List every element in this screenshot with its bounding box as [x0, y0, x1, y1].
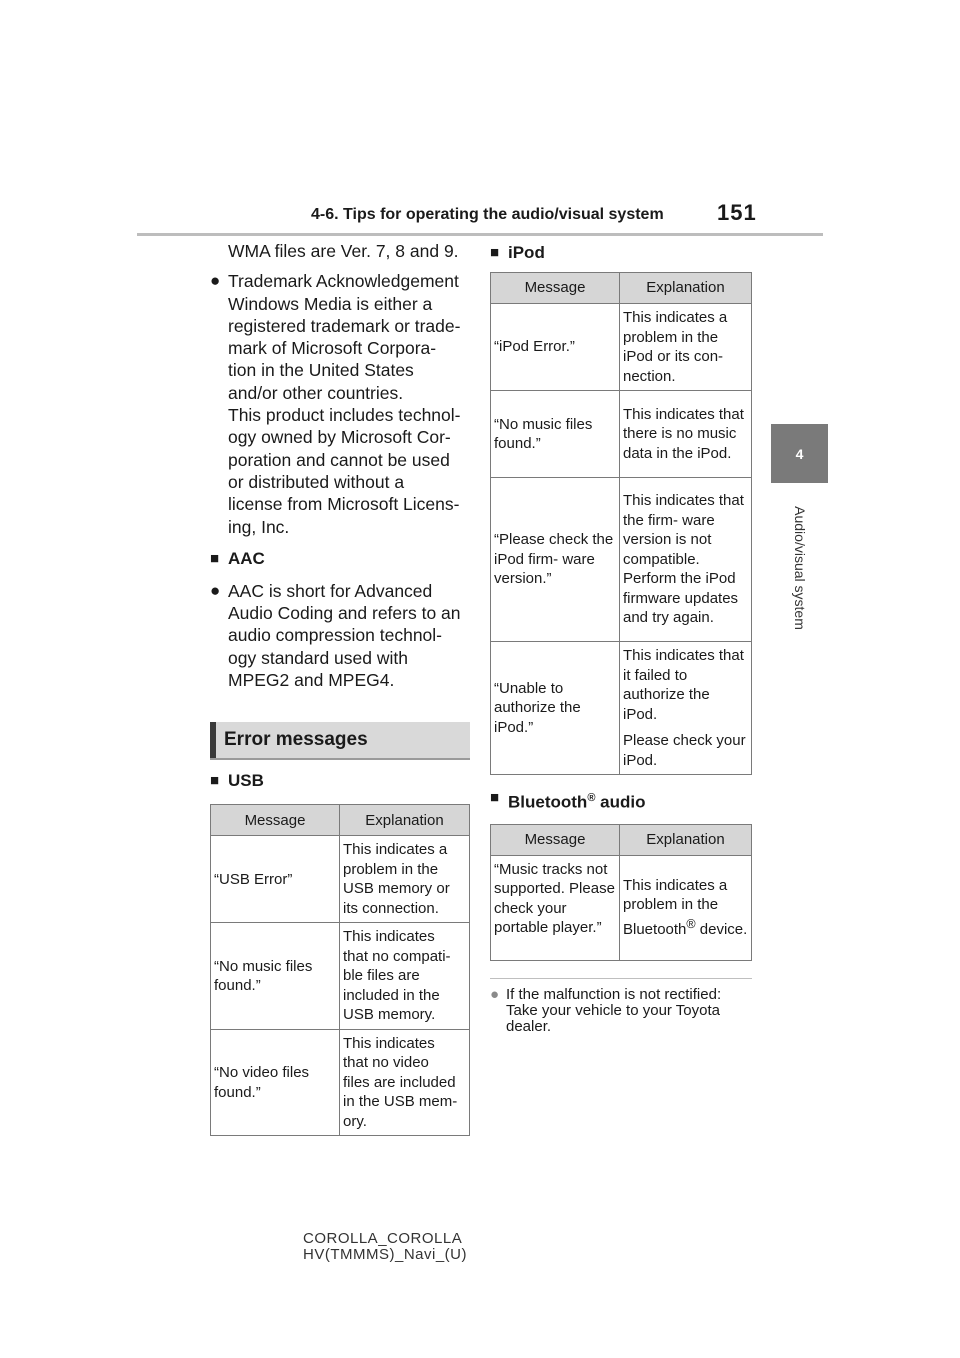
trademark-line: ing, Inc. — [228, 516, 290, 537]
note-divider — [490, 978, 752, 979]
usb-heading-text: USB — [228, 771, 264, 791]
explanation-line: USB memory or — [343, 880, 450, 898]
table-row — [211, 1029, 470, 1136]
explanation-cell: This indicates that the firm- ware version is not compatible. Perform the iPod firmware updates and try again. — [620, 478, 752, 642]
column-header-message: Message — [491, 824, 620, 855]
table-header-row — [491, 824, 752, 855]
explanation-line: This indicates — [343, 1034, 435, 1052]
table-row — [491, 478, 752, 642]
footer-line: COROLLA_COROLLA — [303, 1230, 463, 1247]
chapter-number: 4 — [795, 445, 804, 462]
aac-line: ogy standard used with — [228, 647, 408, 668]
message-cell: “Unable to authorize the iPod.” — [491, 642, 620, 775]
trademark-line: tion in the United States — [228, 360, 414, 381]
message-cell: “USB Error” — [211, 836, 340, 923]
trademark-line: license from Microsoft Licens- — [228, 494, 460, 515]
trademark-line: or distributed without a — [228, 471, 405, 492]
table-row — [491, 855, 752, 960]
table-row — [211, 923, 470, 1030]
explanation-text-end: device. — [695, 920, 748, 938]
chapter-label-text: Audio/visual system — [792, 505, 808, 630]
usb-heading — [210, 770, 470, 792]
trademark-line: mark of Microsoft Corpora- — [228, 338, 437, 359]
note-bullet-icon: ● — [490, 985, 500, 1003]
message-cell: “No video files found.” — [211, 1029, 340, 1136]
trademark-line: This product includes technol- — [228, 405, 461, 426]
message-cell: “Please check the iPod firm- ware version.” — [491, 478, 620, 642]
explanation-cell — [620, 642, 752, 775]
explanation-text: This indicates a problem in the Bluetooth — [623, 876, 728, 938]
chapter-label — [780, 490, 820, 645]
table-row — [211, 836, 470, 923]
explanation-line: USB memory. — [343, 1006, 436, 1024]
trademark-line: registered trademark or trade- — [228, 315, 461, 336]
column-header-message: Message — [491, 273, 620, 304]
page-number: 151 — [717, 200, 757, 225]
header-rule — [137, 233, 823, 236]
chapter-tab — [771, 424, 828, 483]
footer-line: HV(TMMMS)_Navi_(U) — [303, 1246, 467, 1263]
aac-line: AAC is short for Advanced — [228, 580, 433, 601]
ipod-heading-text: iPod — [508, 243, 545, 262]
square-bullet-icon: ■ — [210, 549, 220, 567]
explanation-line: ory. — [343, 1112, 367, 1130]
aac-heading-text: AAC — [228, 548, 265, 568]
explanation-line: This indicates a — [343, 841, 448, 859]
bullet-icon: ● — [210, 271, 221, 291]
table-row — [491, 304, 752, 391]
table-header-row — [211, 805, 470, 836]
aac-line: Audio Coding and refers to an — [228, 603, 461, 624]
explanation-cell — [340, 836, 470, 923]
square-bullet-icon: ■ — [490, 789, 500, 806]
error-messages-title: Error messages — [210, 722, 470, 758]
explanation-line: This indicates — [343, 928, 435, 946]
bluetooth-error-table — [490, 824, 752, 961]
document-footer — [303, 1231, 467, 1263]
table-row — [491, 642, 752, 775]
explanation-line: ble files are — [343, 967, 420, 985]
ipod-error-table — [490, 272, 752, 775]
explanation-cell: This indicates that there is no music data in the iPod. — [620, 391, 752, 478]
explanation-line: included in the — [343, 986, 440, 1004]
explanation-line: its connection. — [343, 899, 439, 917]
explanation-cell: This indicates a problem in the iPod or its con- nection. — [620, 304, 752, 391]
square-bullet-icon: ■ — [490, 244, 500, 261]
trademark-bullet — [210, 270, 470, 538]
column-header-explanation: Explanation — [620, 273, 752, 304]
trademark-line: Trademark Acknowledgement — [228, 271, 459, 292]
message-cell: “Music tracks not supported. Please check your portable player.” — [491, 855, 620, 960]
table-header-row — [491, 273, 752, 304]
registered-mark: ® — [686, 916, 696, 931]
explanation-cell — [340, 1029, 470, 1136]
explanation-line: files are included — [343, 1073, 456, 1091]
trademark-line: poration and cannot be used — [228, 449, 450, 470]
service-note — [490, 987, 752, 1035]
explanation-paragraph: Please check your iPod. — [623, 732, 746, 769]
explanation-line: problem in the — [343, 860, 439, 878]
square-bullet-icon: ■ — [210, 772, 220, 790]
explanation-line: that no video — [343, 1054, 429, 1072]
aac-bullet — [210, 580, 470, 691]
ipod-heading — [490, 242, 752, 264]
aac-heading — [210, 548, 470, 570]
trademark-line: and/or other countries. — [228, 382, 404, 403]
error-messages-section — [210, 722, 470, 760]
explanation-cell — [620, 855, 752, 960]
explanation-cell — [340, 923, 470, 1030]
trademark-line: Windows Media is either a — [228, 293, 433, 314]
bullet-icon: ● — [210, 580, 221, 600]
explanation-line: in the USB mem- — [343, 1093, 458, 1111]
table-row — [491, 391, 752, 478]
trademark-line: ogy owned by Microsoft Cor- — [228, 427, 451, 448]
column-header-explanation: Explanation — [620, 824, 752, 855]
aac-line: MPEG2 and MPEG4. — [228, 670, 395, 691]
message-cell: “No music files found.” — [211, 923, 340, 1030]
bluetooth-heading-text: Bluetooth — [508, 792, 588, 812]
aac-line: audio compression technol- — [228, 625, 443, 646]
message-cell: “No music files found.” — [491, 391, 620, 478]
wma-line: WMA files are Ver. 7, 8 and 9. — [228, 241, 459, 261]
column-header-message: Message — [211, 805, 340, 836]
note-text: If the malfunction is not rectified: Take your vehicle to your Toyota dealer. — [506, 985, 722, 1035]
explanation-line: that no compati- — [343, 947, 451, 965]
usb-error-table — [210, 804, 470, 1136]
bluetooth-heading — [490, 787, 752, 814]
column-header-explanation: Explanation — [340, 805, 470, 836]
message-cell: “iPod Error.” — [491, 304, 620, 391]
section-header-title: 4-6. Tips for operating the audio/visual system — [311, 206, 664, 223]
left-column — [210, 240, 470, 1136]
registered-mark: ® — [587, 792, 596, 804]
bluetooth-heading-suffix: audio — [595, 792, 646, 812]
right-column — [490, 240, 752, 1035]
explanation-paragraph: This indicates that it failed to authorize the iPod. — [623, 647, 744, 723]
